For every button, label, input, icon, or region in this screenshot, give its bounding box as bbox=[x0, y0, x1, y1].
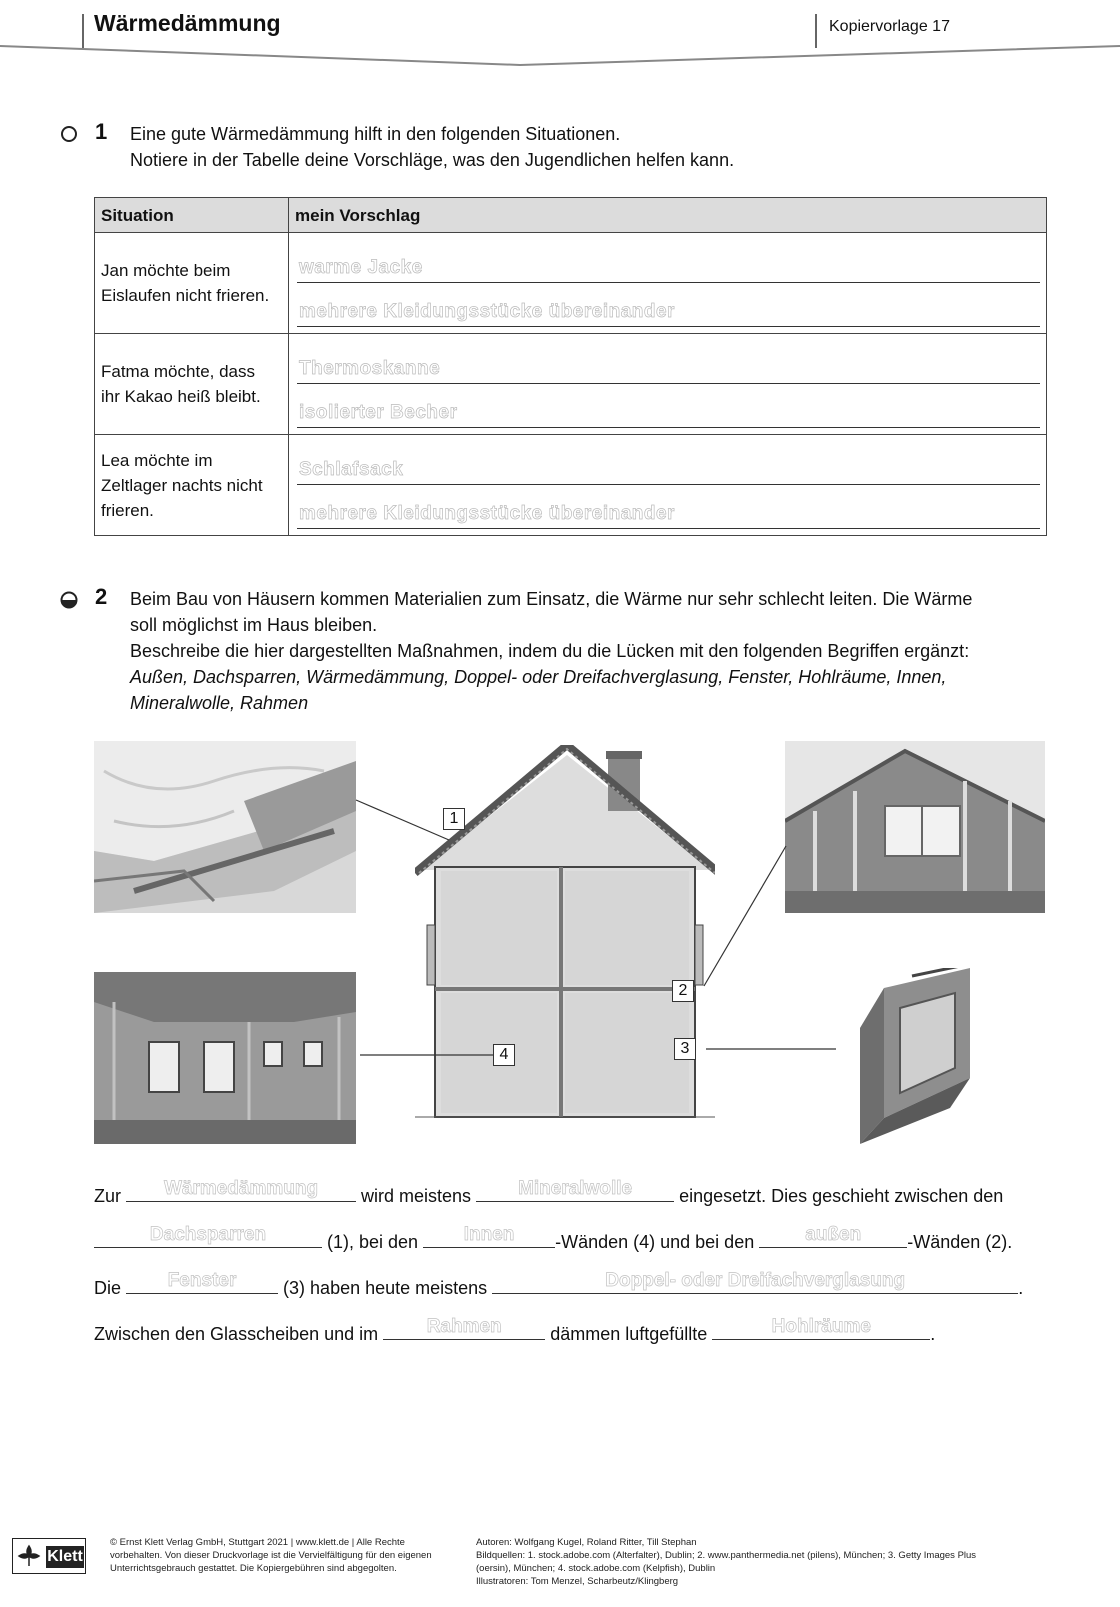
answer-text: mehrere Kleidungsstücke übereinander bbox=[299, 301, 675, 322]
situation-text: Jan möchte beim bbox=[101, 261, 231, 280]
callout-2: 2 bbox=[672, 980, 694, 1002]
cloze-answer: Hohlräume bbox=[771, 1316, 871, 1337]
cloze-text: (3) haben heute meistens bbox=[283, 1278, 488, 1298]
footer-text: Illustratoren: Tom Menzel, Scharbeutz/Klingberg bbox=[476, 1576, 679, 1587]
situation-text: Eislaufen nicht frieren. bbox=[101, 286, 270, 305]
footer-text: Autoren: Wolfgang Kugel, Roland Ritter, Till Stephan bbox=[476, 1537, 697, 1548]
task2-line: Beschreibe die hier dargestellten Maßnahmen, indem du die Lücken mit den folgenden Begriffen ergänzt: bbox=[130, 641, 970, 661]
callout-1: 1 bbox=[443, 808, 465, 830]
answer-text: Schlafsack bbox=[299, 459, 404, 480]
situation-text: ihr Kakao heiß bleibt. bbox=[101, 387, 261, 406]
cloze-blank[interactable] bbox=[383, 1318, 545, 1340]
cloze-text: -Wänden (4) und bei den bbox=[555, 1232, 755, 1252]
cloze-blank[interactable] bbox=[476, 1180, 674, 1202]
footer-text: (oersin), München; 4. stock.adobe.com (Kelpfish), Dublin bbox=[476, 1563, 716, 1574]
cloze-text: . bbox=[1018, 1278, 1024, 1298]
cloze-text: (1), bei den bbox=[327, 1232, 419, 1252]
answer-text: Thermoskanne bbox=[299, 358, 441, 379]
cloze-text: eingesetzt. Dies geschieht zwischen den bbox=[679, 1186, 1004, 1206]
klett-clover-icon bbox=[17, 1544, 41, 1568]
cloze-line-2 bbox=[94, 1226, 1012, 1253]
answer-text: mehrere Kleidungsstücke übereinander bbox=[299, 503, 675, 524]
cloze-text: . bbox=[930, 1324, 936, 1344]
template-label: Kopiervorlage 17 bbox=[829, 18, 950, 35]
cloze-blank[interactable] bbox=[126, 1180, 356, 1202]
table-header-situation: Situation bbox=[95, 198, 289, 233]
cloze-answer: Doppel- oder Dreifachverglasung bbox=[605, 1270, 906, 1291]
copyright-notice bbox=[110, 1536, 432, 1575]
situation-text: Fatma möchte, dass bbox=[101, 362, 256, 381]
cloze-blank[interactable] bbox=[423, 1226, 555, 1248]
task2-line: Beim Bau von Häusern kommen Materialien zum Einsatz, die Wärme nur sehr schlecht leiten. Die Wärme bbox=[130, 589, 973, 609]
footer-text: Bildquellen: 1. stock.adobe.com (Alterfalter), Dublin; 2. www.panthermedia.net (pilens), München; 3. Getty Images Plus bbox=[476, 1550, 977, 1561]
table-header-suggestion: mein Vorschlag bbox=[289, 198, 1047, 233]
publisher-logo bbox=[12, 1538, 86, 1574]
cloze-blank[interactable] bbox=[712, 1318, 930, 1340]
cloze-answer: Innen bbox=[463, 1224, 515, 1245]
task-number: 2 bbox=[95, 584, 108, 609]
cloze-line-3 bbox=[94, 1272, 1023, 1299]
footer-text: Unterrichtsgebrauch gestattet. Die Kopiergebühren sind abgegolten. bbox=[110, 1563, 397, 1574]
cloze-line-4 bbox=[94, 1318, 935, 1345]
answer-text: warme Jacke bbox=[299, 257, 423, 278]
cloze-text: dämmen luftgefüllte bbox=[550, 1324, 708, 1344]
cloze-text: Zur bbox=[94, 1186, 121, 1206]
logo-wordmark: Klett bbox=[46, 1546, 84, 1568]
cloze-answer: Wärmedämmung bbox=[163, 1178, 319, 1199]
page-title: Wärmedämmung bbox=[94, 10, 281, 36]
cloze-text: -Wänden (2). bbox=[907, 1232, 1013, 1252]
task2-line: soll möglichst im Haus bleiben. bbox=[130, 615, 378, 635]
cloze-blank[interactable] bbox=[94, 1226, 322, 1248]
task-number: 1 bbox=[95, 119, 108, 144]
cloze-text: Die bbox=[94, 1278, 122, 1298]
footer-text: © Ernst Klett Verlag GmbH, Stuttgart 2021 | www.klett.de | Alle Rechte bbox=[110, 1537, 405, 1548]
cloze-blank[interactable] bbox=[759, 1226, 907, 1248]
term-list: Mineralwolle, Rahmen bbox=[130, 693, 309, 713]
task1-line: Eine gute Wärmedämmung hilft in den folgenden Situationen. bbox=[130, 124, 621, 144]
cloze-answer: außen bbox=[805, 1224, 862, 1245]
situation-text: Lea möchte im bbox=[101, 450, 213, 470]
cloze-answer: Dachsparren bbox=[149, 1224, 267, 1245]
cloze-blank[interactable] bbox=[492, 1272, 1018, 1294]
cloze-answer: Rahmen bbox=[426, 1316, 502, 1337]
footer-text: vorbehalten. Von dieser Druckvorlage ist die Vervielfältigung für den eigenen bbox=[110, 1550, 432, 1561]
cloze-answer: Fenster bbox=[167, 1270, 237, 1291]
cloze-blank[interactable] bbox=[126, 1272, 278, 1294]
situation-text: frieren. bbox=[101, 500, 154, 520]
cloze-text: Zwischen den Glasscheiben und im bbox=[94, 1324, 379, 1344]
credits bbox=[476, 1536, 976, 1588]
cloze-text: wird meistens bbox=[361, 1186, 472, 1206]
callout-4: 4 bbox=[493, 1044, 515, 1066]
answer-text: isolierter Becher bbox=[299, 402, 458, 423]
situation-text: Zeltlager nachts nicht bbox=[101, 475, 263, 495]
task1-line: Notiere in der Tabelle deine Vorschläge, was den Jugendlichen helfen kann. bbox=[130, 150, 735, 170]
cloze-line-1 bbox=[94, 1180, 1003, 1207]
callout-3: 3 bbox=[674, 1038, 696, 1060]
cloze-answer: Mineralwolle bbox=[518, 1178, 633, 1199]
term-list: Außen, Dachsparren, Wärmedämmung, Doppel- oder Dreifachverglasung, Fenster, Hohlräume, Innen, bbox=[130, 667, 947, 687]
